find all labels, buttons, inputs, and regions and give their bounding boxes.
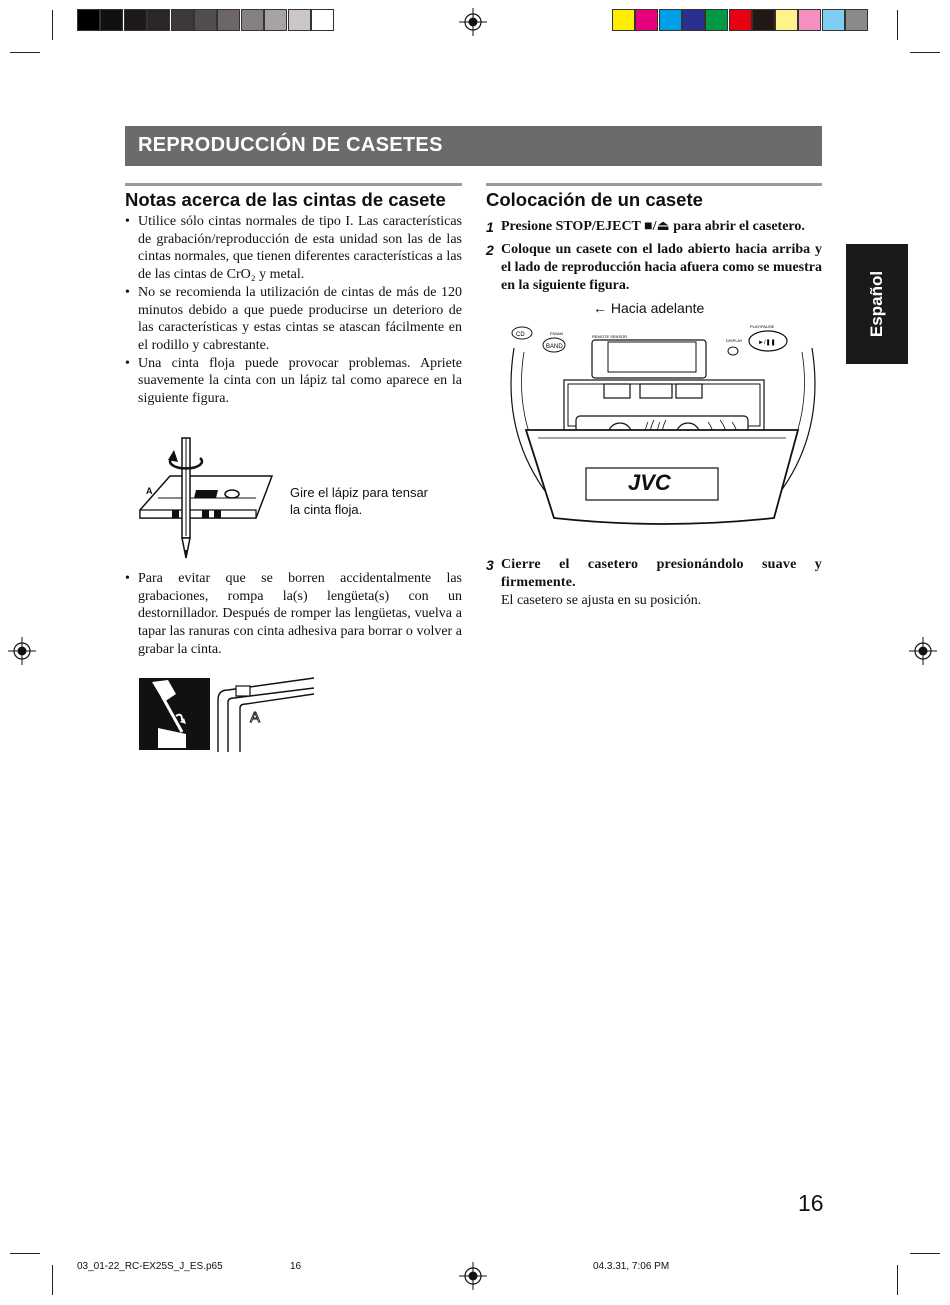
gray-swatch [217, 9, 240, 31]
color-swatch [845, 9, 868, 31]
language-side-tab [846, 244, 908, 364]
remote-sensor-label: REMOTE SENSOR [592, 334, 628, 339]
color-swatch [635, 9, 658, 31]
footer-timestamp: 04.3.31, 7:06 PM [593, 1261, 670, 1272]
step-number: 3 [486, 557, 494, 573]
color-swatch [682, 9, 705, 31]
figure-letter: A [146, 486, 153, 496]
registration-mark-icon [459, 8, 487, 36]
step-2 [486, 241, 822, 295]
step-text: Cierre el casetero presionándolo suave y firmemente. [501, 557, 822, 590]
tab-notes-list [125, 570, 462, 659]
crop-mark [910, 52, 940, 53]
footer-file-name: 03_01-22_RC-EX25S_J_ES.p65 [77, 1261, 223, 1272]
crop-mark [897, 10, 898, 40]
page-number: 16 [798, 1190, 824, 1216]
step-number: 1 [486, 219, 494, 235]
section-banner [125, 126, 822, 166]
crop-mark [897, 1265, 898, 1295]
gray-swatch [311, 9, 334, 31]
step-text: Presione STOP/EJECT ■/⏏ para abrir el casetero. [501, 219, 805, 234]
color-swatch [752, 9, 775, 31]
step-text: Coloque un casete con el lado abierto hacia arriba y el lado de reproducción hacia afuera como se muestra en la siguiente figura. [501, 242, 822, 293]
screwdriver-tab-illustration [138, 672, 318, 756]
gray-swatch [77, 9, 100, 31]
play-pause-label: PLAY/PAUSE [750, 324, 775, 329]
registration-mark-icon [909, 637, 937, 665]
cd-button-label: CD [516, 332, 525, 338]
display-label: DISPLAY [726, 338, 743, 343]
crop-mark [52, 10, 53, 40]
brand-logo: JVC [628, 470, 671, 495]
left-column-rule [125, 183, 462, 186]
right-column-rule [486, 183, 822, 186]
color-swatch [729, 9, 752, 31]
list-item: • Para evitar que se borren accidentalmente las grabaciones, rompa la(s) lengüeta(s) con un destornillador. Después de romper las lengüetas, vuelva a tapar las ranuras con cinta adhesiva para borrar o volver a grabar la cinta. [125, 570, 462, 659]
figure-caption [290, 484, 428, 518]
color-swatch [705, 9, 728, 31]
color-swatch [775, 9, 798, 31]
gray-swatch [288, 9, 311, 31]
crop-mark [10, 1253, 40, 1254]
figure-letter: A [250, 709, 261, 726]
crop-mark [52, 1265, 53, 1295]
color-swatch [612, 9, 635, 31]
fm-am-label: FM/AM [550, 331, 563, 336]
boombox-illustration [508, 318, 820, 540]
section-title: REPRODUCCIÓN DE CASETES [138, 134, 443, 156]
list-item: • No se recomienda la utilización de cintas de más de 120 minutos debido a que puede producirse un deterioro de las características y estas cintas se atascan fácilmente en el rodillo y cabrestante. [125, 284, 462, 355]
step-subtext: El casetero se ajusta en su posición. [501, 593, 702, 608]
gray-swatch [241, 9, 264, 31]
crop-mark [910, 1253, 940, 1254]
left-heading: Notas acerca de las cintas de casete [125, 189, 446, 210]
list-item: • Una cinta floja puede provocar problemas. Apriete suavemente la cinta con un lápiz tal como aparece en la siguiente figura. [125, 355, 462, 408]
color-swatch [659, 9, 682, 31]
tape-notes-list [125, 213, 462, 408]
step-3 [486, 556, 822, 610]
gray-swatch [100, 9, 123, 31]
registration-mark-icon [459, 1262, 487, 1290]
pencil-cassette-illustration [138, 436, 278, 562]
registration-mark-icon [8, 637, 36, 665]
color-swatch [822, 9, 845, 31]
step-number: 2 [486, 242, 494, 258]
gray-swatch [194, 9, 217, 31]
gray-swatch [147, 9, 170, 31]
color-swatch [798, 9, 821, 31]
gray-swatch [264, 9, 287, 31]
gray-swatch [124, 9, 147, 31]
step-1 [486, 218, 822, 236]
gray-swatch [171, 9, 194, 31]
footer-page: 16 [290, 1261, 302, 1272]
band-button-label: BAND [546, 344, 563, 350]
caption-line: la cinta floja. [290, 502, 363, 517]
list-item: • Utilice sólo cintas normales de tipo I. Las características de grabación/reproducción de esta unidad son las de las cintas normales, que tienen diferentes características a las de las cintas de CrO₂ y metal. [125, 213, 462, 284]
play-pause-button-label: ►/❚❚ [758, 340, 776, 346]
caption-line: Gire el lápiz para tensar [290, 485, 429, 500]
crop-mark [10, 52, 40, 53]
forward-direction-label: ← Hacia adelante [593, 300, 705, 316]
right-heading: Colocación de un casete [486, 189, 703, 210]
language-label: Español [867, 270, 886, 338]
